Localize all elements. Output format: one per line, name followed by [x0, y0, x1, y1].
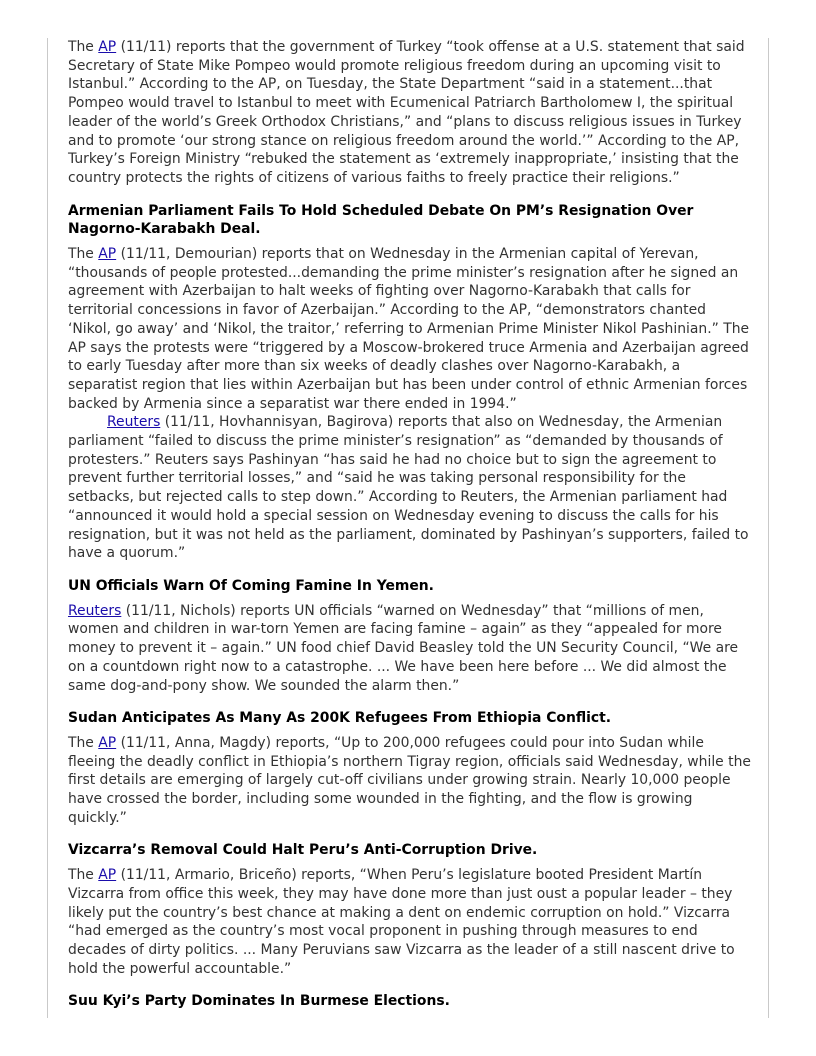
ap-link[interactable]: AP: [98, 39, 117, 55]
article-sudan-paragraph: The AP (11/11, Anna, Magdy) reports, “Up to 200,000 refugees could pour into Sudan while fleeing the deadly conflict in Ethiopia’s northern Tigray region, officials said Wednesday, while the first details are emerging of largely cut-off civilians under growing strain. Nearly 10,000 people have crossed the border, including some wounded in the fighting, and the flow is growing quickly.”: [68, 734, 751, 826]
headline-burma: Suu Kyi’s Party Dominates In Burmese Elections.: [68, 993, 450, 1010]
right-margin-rule: [768, 38, 769, 1018]
headline-yemen: UN Officials Warn Of Coming Famine In Yemen.: [68, 577, 434, 594]
headline-sudan: Sudan Anticipates As Many As 200K Refugees From Ethiopia Conflict.: [68, 710, 612, 727]
left-margin-rule: [47, 38, 48, 1018]
reuters-link[interactable]: Reuters: [107, 414, 161, 431]
intro-paragraph: The AP (11/11) reports that the government of Turkey “took offense at a U.S. statement that said Secretary of State Mike Pompeo would promote religious freedom during an upcoming visit to Istanbul.” According to the AP, on Tuesday, the State Department “said in a statement...that Pompeo would travel to Istanbul to meet with Ecumenical Patriarch Bartholomew I, the spiritual leader of the world’s Greek Orthodox Christians,” and “plans to discuss religious issues in Turkey and to promote ‘our strong stance on religious freedom around the world.’” According to the AP, Turkey’s Foreign Ministry “rebuked the statement as ‘extremely inappropriate,’ insisting that the country protects the rights of citizens of various faiths to freely practice their religions.”: [68, 39, 745, 186]
ap-link[interactable]: AP: [98, 246, 117, 263]
article-peru-paragraph: The AP (11/11, Armario, Briceño) reports, “When Peru’s legislature booted President Martín Vizcarra from office this week, they may have done more than just oust a popular leader – they likely put the country’s best chance at making a dent on endemic corruption on hold.” Vizcarra “had emerged as the country’s most vocal proponent in pushing through measures to end decades of dirty politics. ... Many Peruvians saw Vizcarra as the leader of a still nascent drive to hold the powerful accountable.”: [68, 867, 735, 977]
article-armenia-paragraph-1: The AP (11/11, Demourian) reports that on Wednesday in the Armenian capital of Yerevan, “thousands of people protested...demanding the prime minister’s resignation after he signed an agreement with Azerbaijan to halt weeks of fighting over Nagorno-Karabakh that calls for territorial concessions in favor of Azerbaijan.” According to the AP, “demonstrators chanted ‘Nikol, go away’ and ‘Nikol, the traitor,’ referring to Armenian Prime Minister Nikol Pashinian.” The AP says the protests were “triggered by a Moscow-brokered truce Armenia and Azerbaijan agreed to early Tuesday after more than six weeks of deadly clashes over Nagorno-Karabakh, a separatist region that lies within Azerbaijan but has been under control of ethnic Armenian forces backed by Armenia since a separatist war there ended in 1994.”: [68, 246, 750, 412]
article-yemen-paragraph: Reuters (11/11, Nichols) reports UN officials “warned on Wednesday” that “millions of men, women and children in war-torn Yemen are facing famine – again” as they “appealed for more money to prevent it – again.” UN food chief David Beasley told the UN Security Council, “We are on a countdown right now to a catastrophe. ... We have been here before ... We did almost the same dog-and-pony show. We sounded the alarm then.”: [68, 602, 739, 694]
article-armenia-paragraph-2: Reuters (11/11, Hovhannisyan, Bagirova) reports that also on Wednesday, the Armenian parliament “failed to discuss the prime minister’s resignation” as “demanded by thousands of protesters.” Reuters says Pashinyan “has said he had no choice but to sign the agreement to prevent further territorial losses,” and “said he was taking personal responsibility for the setbacks, but rejected calls to step down.” According to Reuters, the Armenian parliament had “announced it would hold a special session on Wednesday evening to discuss the calls for his resignation, but it was not held as the parliament, dominated by Pashinyan’s supporters, failed to have a quorum.”: [68, 414, 749, 562]
ap-link[interactable]: AP: [98, 867, 117, 884]
headline-armenia: Armenian Parliament Fails To Hold Scheduled Debate On PM’s Resignation Over Nagorno-Karabakh Deal.: [68, 202, 694, 238]
ap-link[interactable]: AP: [98, 734, 117, 751]
headline-peru: Vizcarra’s Removal Could Halt Peru’s Anti-Corruption Drive.: [68, 842, 538, 859]
document-body: [68, 38, 751, 1017]
reuters-link[interactable]: Reuters: [68, 602, 122, 619]
